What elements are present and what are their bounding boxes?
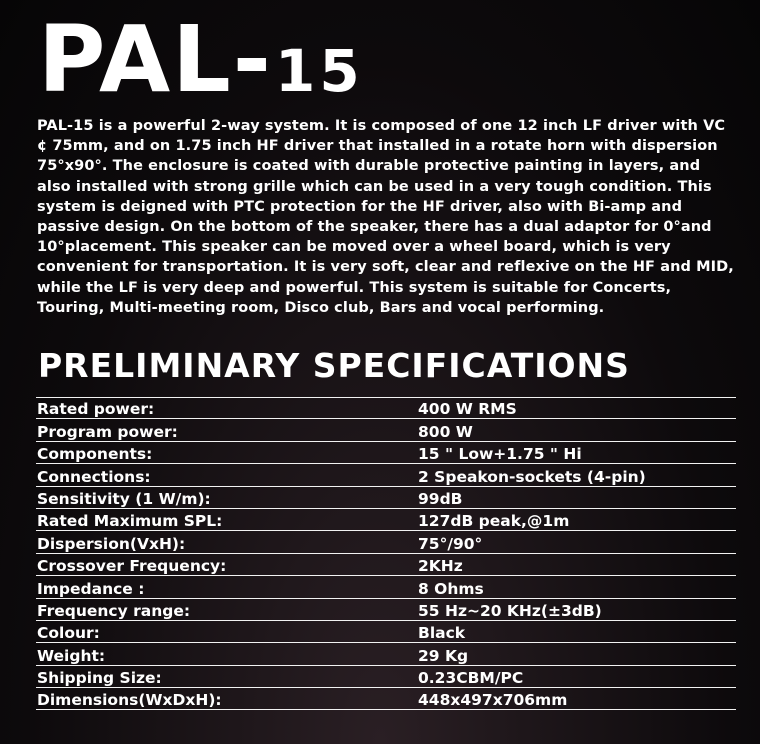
spec-value: 29 Kg xyxy=(418,646,469,665)
spec-row xyxy=(36,464,736,486)
spec-label: Impedance : xyxy=(37,579,145,598)
spec-value: 2KHz xyxy=(418,557,463,576)
spec-label: Colour: xyxy=(37,624,100,643)
spec-label: Connections: xyxy=(37,467,151,486)
spec-label: Rated Maximum SPL: xyxy=(37,512,223,531)
spec-row xyxy=(36,554,736,576)
spec-row xyxy=(36,531,736,553)
spec-value: 448x497x706mm xyxy=(418,691,568,710)
spec-label: Rated power: xyxy=(37,400,155,419)
spec-value: 0.23CBM/PC xyxy=(418,669,524,688)
spec-value: 55 Hz~20 KHz(±3dB) xyxy=(418,601,602,620)
spec-label: Components: xyxy=(37,445,153,464)
spec-label: Sensitivity (1 W/m): xyxy=(37,489,211,508)
spec-row xyxy=(36,666,736,688)
spec-row xyxy=(36,397,736,419)
specifications-heading: PRELIMINARY SPECIFICATIONS xyxy=(38,346,630,385)
spec-label: Dimensions(WxDxH): xyxy=(37,691,222,710)
spec-label: Shipping Size: xyxy=(37,669,162,688)
spec-label: Frequency range: xyxy=(37,601,191,620)
product-title xyxy=(38,6,364,113)
spec-row xyxy=(36,442,736,464)
spec-row xyxy=(36,643,736,665)
spec-row xyxy=(36,599,736,621)
spec-row xyxy=(36,621,736,643)
spec-value: 99dB xyxy=(418,489,463,508)
spec-value: 15 " Low+1.75 " Hi xyxy=(418,445,582,464)
spec-row xyxy=(36,509,736,531)
spec-row xyxy=(36,576,736,598)
spec-row xyxy=(36,688,736,710)
spec-value: 75°/90° xyxy=(418,534,483,553)
spec-value: 8 Ohms xyxy=(418,579,484,598)
spec-label: Crossover Frequency: xyxy=(37,557,227,576)
product-title-number: 15 xyxy=(275,37,364,105)
specifications-table xyxy=(36,397,736,710)
product-title-main: PAL- xyxy=(38,6,273,113)
spec-value: 2 Speakon-sockets (4-pin) xyxy=(418,467,646,486)
spec-row xyxy=(36,487,736,509)
spec-label: Dispersion(VxH): xyxy=(37,534,186,553)
spec-label: Program power: xyxy=(37,422,178,441)
spec-label: Weight: xyxy=(37,646,106,665)
product-description: PAL-15 is a powerful 2-way system. It is composed of one 12 inch LF driver with VC ¢ 75mm, and on 1.75 inch HF driver that installed in a rotate horn with dispersion 75°x90°. The enclosure is coated with durable protective painting in layers, and also installed with strong grille which can be used in a very tough condition. This system is deigned with PTC protection for the HF driver, also with Bi-amp and passive design. On the bottom of the speaker, there has a dual adaptor for 0°and 10°placement. This speaker can be moved over a wheel board, which is very convenient for transportation. It is very soft, clear and reflexive on the HF and MID, while the LF is very deep and powerful. This system is suitable for Concerts, Touring, Multi-meeting room, Disco club, Bars and vocal performing. xyxy=(37,118,734,316)
spec-value: Black xyxy=(418,624,466,643)
spec-value: 400 W RMS xyxy=(418,400,517,419)
spec-value: 800 W xyxy=(418,422,473,441)
spec-row xyxy=(36,419,736,441)
spec-value: 127dB peak,@1m xyxy=(418,512,570,531)
